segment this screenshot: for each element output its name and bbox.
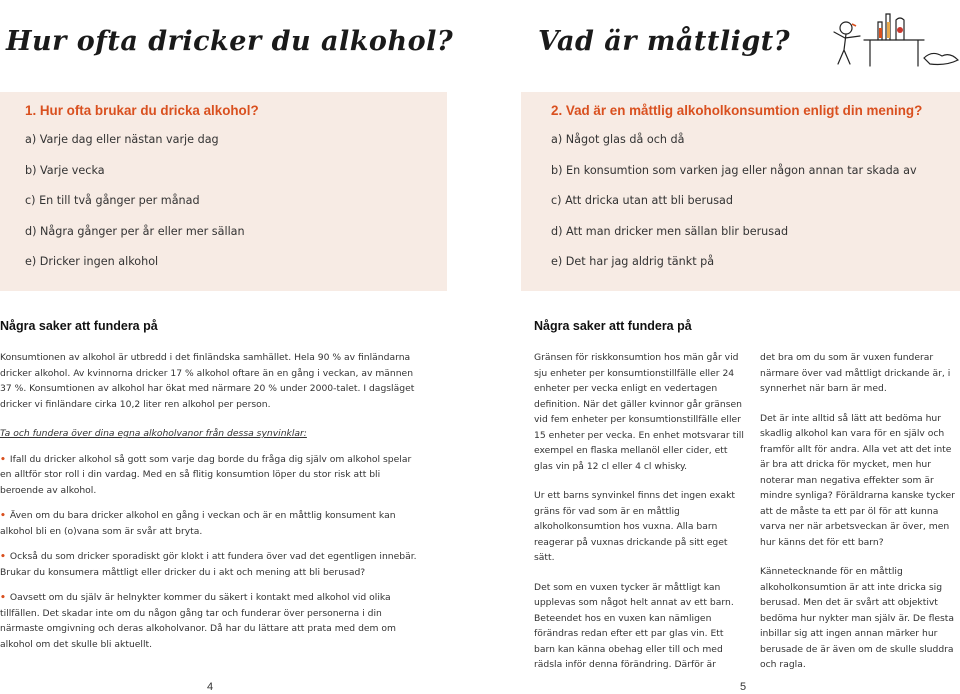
bullet-icon: • — [0, 510, 6, 521]
bullet-icon: • — [0, 551, 6, 562]
body-paragraph: Det är inte alltid så lätt att bedöma hur skadlig alkohol kan vara för en själv och framför allt för andra. Alla vet att det inte är bra att dricka för mycket, men hur noterar man negativa effekter som är mindre synliga? Föräldrarna kanske tycker att de måste ta ett par öl för att kunna varva ner när arbetsveckan är över, men hur känns det för ett barn? — [760, 412, 955, 548]
quiz-option[interactable]: d) Att man dricker men sällan blir berusad — [551, 224, 789, 238]
middle-body-text — [534, 350, 744, 687]
quiz-option[interactable]: a) Varje dag eller nästan varje dag — [25, 133, 219, 146]
quiz-option[interactable]: b) Varje vecka — [25, 163, 105, 177]
right-body-text — [760, 350, 960, 687]
body-paragraph: Gränsen för riskkonsumtion hos män går vid sju enheter per konsumtionstillfälle eller 24 enheter per vecka enligt en vedertagen definition. När det gäller kvinnor går gränsen vid fem enheter per konsumtionstillfälle eller 15 enheter per vecka. En enhet motsvarar till exempel en flaska mellanöl eller cider, ett glas vin på 12 cl eller 4 cl whisky. — [534, 352, 744, 472]
list-item — [0, 590, 424, 652]
list-item — [0, 549, 424, 580]
party-sketch-icon — [820, 2, 960, 68]
quiz-option[interactable]: d) Några gånger per år eller mer sällan — [25, 224, 245, 238]
quiz-option[interactable]: c) En till två gånger per månad — [25, 194, 200, 207]
page-number-right: 5 — [740, 681, 747, 693]
list-item — [0, 508, 424, 539]
bullet-text: Också du som dricker sporadiskt gör klokt i att fundera över vad det egentligen innebär. Brukar du konsumera måttligt eller dricker du i akt och mening att bli berusad? — [0, 551, 417, 578]
page-title-right: Vad är måttligt? — [538, 26, 791, 57]
bullet-icon: • — [0, 592, 6, 603]
quiz-option[interactable]: e) Dricker ingen alkohol — [25, 255, 159, 268]
body-paragraph: Kännetecknande för en måttlig alkoholkonsumtion är att inte dricka sig berusad. Men det är svårt att objektivt bedöma hur nykter man själv är. De flesta inbillar sig att ingen annan märker hur berusade de är även om de skulle sluddra och ragla. — [760, 566, 955, 670]
quiz-option[interactable]: b) En konsumtion som varken jag eller någon annan tar skada av — [551, 163, 917, 177]
bullet-text: Oavsett om du själv är helnykter kommer du säkert i kontakt med alkohol vid olika tillfällen. Det skadar inte om du någon gång tar och funderar över personerna i din närmaste omgivning och deras alkoholvanor. Då har du lättare att prata med dem om alkohol om det skulle bli aktuellt. — [0, 592, 396, 650]
intro-paragraph: Konsumtionen av alkohol är utbredd i det finländska samhället. Hela 90 % av finländarna dricker alkohol. Av kvinnorna dricker 17 % alkohol oftare än en gång i veckan, av männen 37 %. Konsumtionen av alkohol har ökat med närmare 20 % under 2000-talet. I dagsläget dricker vi finländare cirka 10,2 liter ren alkohol per person. — [0, 352, 415, 410]
lead-paragraph: Ta och fundera över dina egna alkoholvanor från dessa synvinklar: — [0, 428, 307, 439]
list-item — [0, 452, 424, 499]
quiz-question-2: 2. Vad är en måttlig alkoholkonsumtion enligt din mening? — [551, 103, 923, 118]
quiz-option[interactable]: e) Det har jag aldrig tänkt på — [551, 255, 715, 268]
quiz-question-1: 1. Hur ofta brukar du dricka alkohol? — [25, 103, 259, 118]
quiz-panel-right — [521, 92, 960, 291]
section-heading-left: Några saker att fundera på — [0, 319, 158, 333]
body-paragraph: Det som en vuxen tycker är måttligt kan upplevas som något helt annat av ett barn. Beteendet hos en vuxen kan nämligen förändras redan efter ett par glas vin. Ett barn kan känna obehag eller till och med rädsla inför denna förändring. Därför är — [534, 581, 734, 670]
bullet-icon: • — [0, 453, 6, 465]
bullet-text: Ifall du dricker alkohol så gott som varje dag borde du fråga dig själv om alkohol spelar en alltför stor roll i din vardag. Med en så flitig konsumtion löper du stor risk att bli beroende av alkohol. — [0, 453, 412, 496]
quiz-panel-left — [0, 92, 447, 291]
section-heading-right: Några saker att fundera på — [534, 319, 692, 333]
body-paragraph: Ur ett barns synvinkel finns det ingen exakt gräns för vad som är en måttlig alkoholkonsumtion hos vuxna. Alla barn reagerar på vuxnas drickande på sitt eget sätt. — [534, 490, 736, 563]
body-paragraph: det bra om du som är vuxen funderar närmare över vad måttligt drickande är, i synnerhet när barn är med. — [760, 352, 951, 394]
quiz-option[interactable]: c) Att dricka utan att bli berusad — [551, 194, 734, 207]
bullet-text: Även om du bara dricker alkohol en gång i veckan och är en måttlig konsument kan alkohol bli en (o)vana som är svår att bryta. — [0, 510, 396, 537]
left-body-text — [0, 350, 424, 662]
page-title-left: Hur ofta dricker du alkohol? — [6, 26, 454, 57]
page-number-left: 4 — [207, 681, 214, 693]
quiz-option[interactable]: a) Något glas då och då — [551, 133, 685, 146]
